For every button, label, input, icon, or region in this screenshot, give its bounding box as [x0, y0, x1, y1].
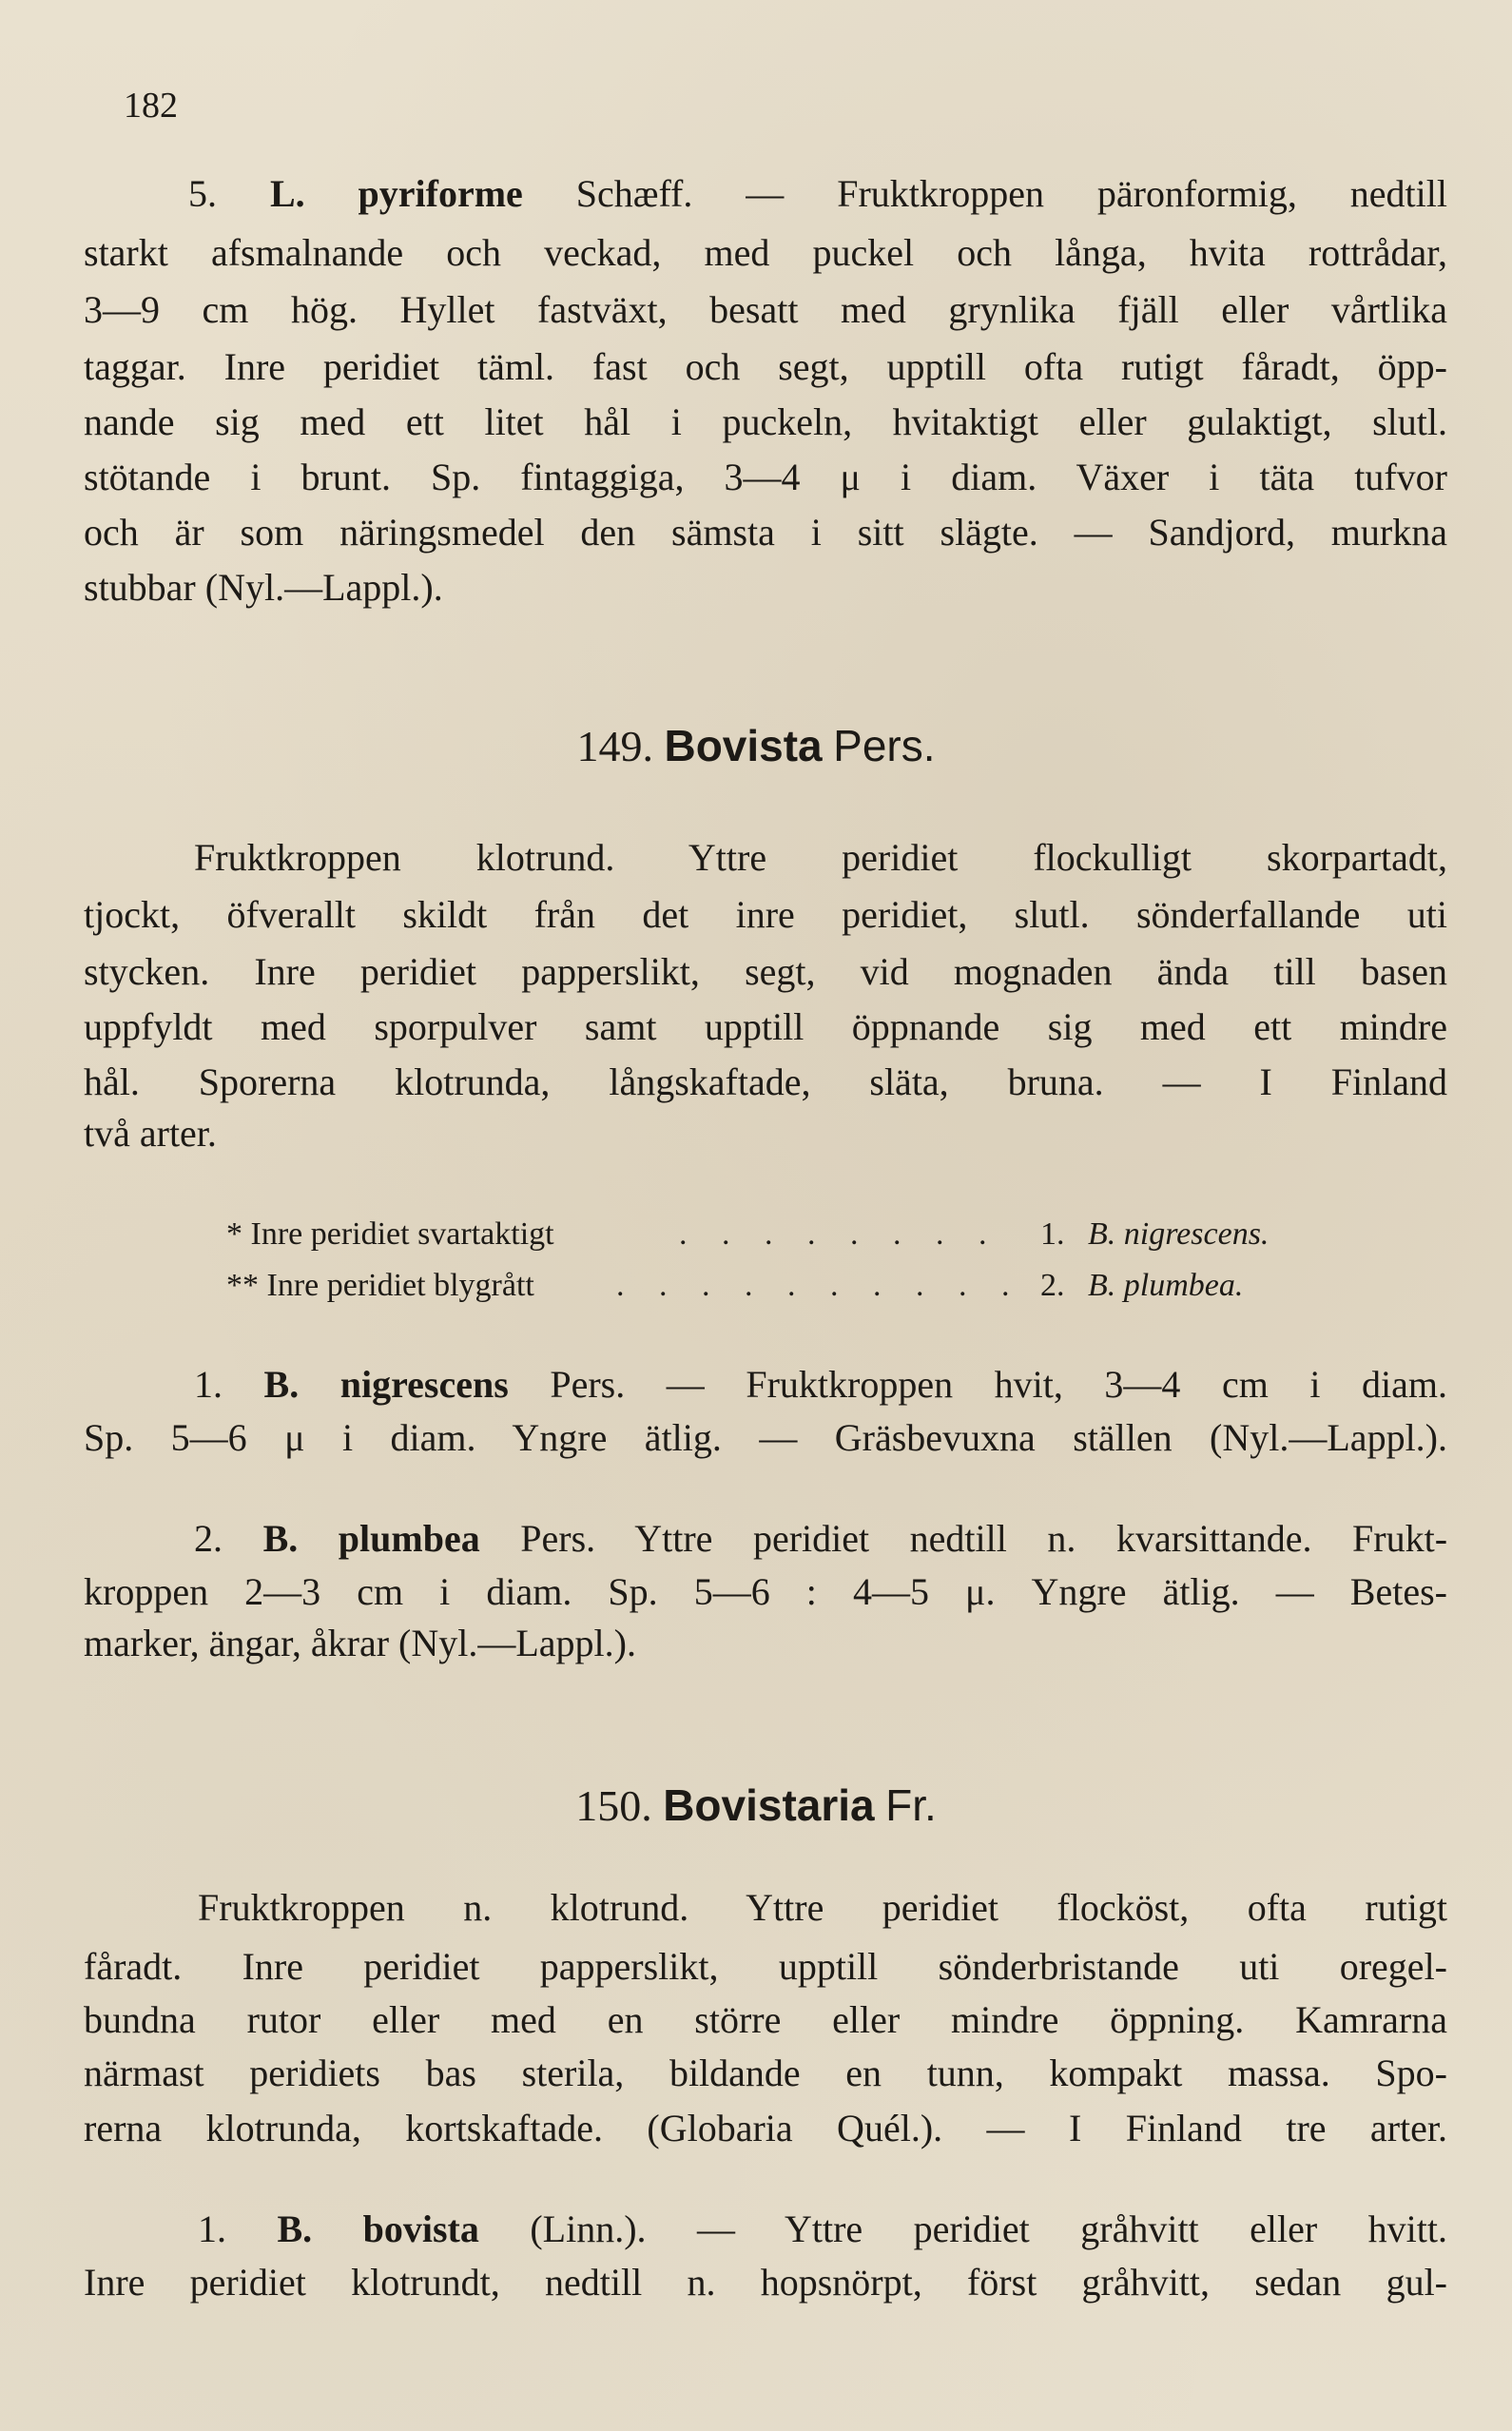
text-line: 3—9 cm hög. Hyllet fastväxt, besatt med grynlika fjäll eller vårtlika — [84, 288, 1447, 331]
leader-dots: . . . . . . . . — [679, 1216, 1000, 1252]
leader-dots: . . . . . . . . . . — [616, 1268, 1023, 1303]
genus-number: 150. — [575, 1781, 652, 1830]
line-text: Pers. Yttre peridiet nedtill n. kvarsittande. Frukt- — [479, 1517, 1448, 1560]
text-line: starkt afsmalnande och veckad, med puckel och långa, hvita rottrådar, — [84, 231, 1447, 274]
text-line: stubbar (Nyl.—Lappl.). — [84, 566, 443, 609]
text-line: kroppen 2—3 cm i diam. Sp. 5—6 : 4—5 μ. Yngre ätlig. — Betes- — [84, 1570, 1447, 1613]
key-number: 1. — [1040, 1216, 1065, 1252]
key-leader — [616, 1265, 1023, 1307]
genus-name: Bovista — [664, 721, 823, 770]
text-line: Fruktkroppen klotrund. Yttre peridiet flockulligt skorpartadt, — [194, 836, 1447, 879]
text-line: Inre peridiet klotrundt, nedtill n. hopsnörpt, först gråhvitt, sedan gul- — [84, 2261, 1447, 2304]
page-number: 182 — [124, 86, 178, 126]
key-number: 2. — [1040, 1268, 1065, 1303]
text-line — [84, 1358, 1447, 1411]
species-name: B. bovista — [277, 2207, 479, 2250]
text-line: hål. Sporerna klotrunda, långskaftade, släta, bruna. — I Finland — [84, 1060, 1447, 1103]
text-line: stycken. Inre peridiet papperslikt, segt, vid mognaden ända till basen — [84, 950, 1447, 993]
text-line: Fruktkroppen n. klotrund. Yttre peridiet flocköst, ofta rutigt — [198, 1886, 1447, 1929]
genus-author: Fr. — [885, 1780, 937, 1830]
entry-number: 1. — [198, 2207, 278, 2250]
key-taxon: B. nigrescens. — [1088, 1216, 1270, 1252]
text-line — [84, 2203, 1447, 2256]
key-text: Inre peridiet svartaktigt — [250, 1216, 554, 1252]
line-text: Schæff. — Fruktkroppen päronformig, nedtill — [522, 172, 1448, 215]
text-line — [84, 1512, 1447, 1566]
key-mark: ** — [226, 1268, 267, 1303]
key-leader — [679, 1214, 1000, 1255]
text-line: närmast peridiets bas sterila, bildande en tunn, kompakt massa. Spo- — [84, 2052, 1447, 2094]
entry-number: 1. — [194, 1363, 264, 1406]
text-line: marker, ängar, åkrar (Nyl.—Lappl.). — [84, 1622, 636, 1664]
entry-number: 5. — [188, 172, 270, 215]
key-text: Inre peridiet blygrått — [266, 1268, 534, 1303]
entry-number: 2. — [194, 1517, 263, 1560]
text-line — [84, 167, 1447, 221]
text-line: taggar. Inre peridiet täml. fast och segt, upptill ofta rutigt fåradt, öpp- — [84, 345, 1447, 388]
species-name: B. plumbea — [262, 1517, 480, 1560]
key-taxon: B. plumbea. — [1088, 1268, 1244, 1303]
genus-author: Pers. — [833, 721, 936, 770]
species-name: L. pyriforme — [269, 172, 523, 215]
genus-name: Bovistaria — [663, 1780, 875, 1830]
text-line: stötande i brunt. Sp. fintaggiga, 3—4 μ i diam. Växer i täta tufvor — [84, 456, 1447, 498]
key-ref — [1040, 1214, 1269, 1255]
line-text: Pers. — Fruktkroppen hvit, 3—4 cm i diam. — [508, 1363, 1448, 1406]
key-row — [226, 1265, 534, 1307]
key-mark: * — [226, 1216, 251, 1252]
text-line: nande sig med ett litet hål i puckeln, hvitaktigt eller gulaktigt, slutl. — [84, 400, 1447, 443]
text-line: och är som näringsmedel den sämsta i sitt slägte. — Sandjord, murkna — [84, 511, 1447, 554]
text-line: tjockt, öfverallt skildt från det inre peridiet, slutl. sönderfallande uti — [84, 893, 1447, 936]
text-line: rerna klotrunda, kortskaftade. (Globaria Quél.). — I Finland tre arter. — [84, 2107, 1447, 2149]
species-name: B. nigrescens — [263, 1363, 509, 1406]
genus-heading-150 — [0, 1775, 1512, 1837]
key-row — [226, 1214, 554, 1255]
text-line: fåradt. Inre peridiet papperslikt, upptill sönderbristande uti oregel- — [84, 1945, 1447, 1988]
line-text: (Linn.). — Yttre peridiet gråhvitt eller hvitt. — [478, 2207, 1447, 2250]
genus-heading-149 — [0, 715, 1512, 777]
text-line: två arter. — [84, 1112, 217, 1155]
text-line: Sp. 5—6 μ i diam. Yngre ätlig. — Gräsbevuxna ställen (Nyl.—Lappl.). — [84, 1416, 1447, 1459]
key-ref — [1040, 1265, 1243, 1307]
text-line: uppfyldt med sporpulver samt upptill öppnande sig med ett mindre — [84, 1005, 1447, 1048]
genus-number: 149. — [576, 722, 653, 770]
text-line: bundna rutor eller med en större eller mindre öppning. Kamrarna — [84, 1998, 1447, 2041]
